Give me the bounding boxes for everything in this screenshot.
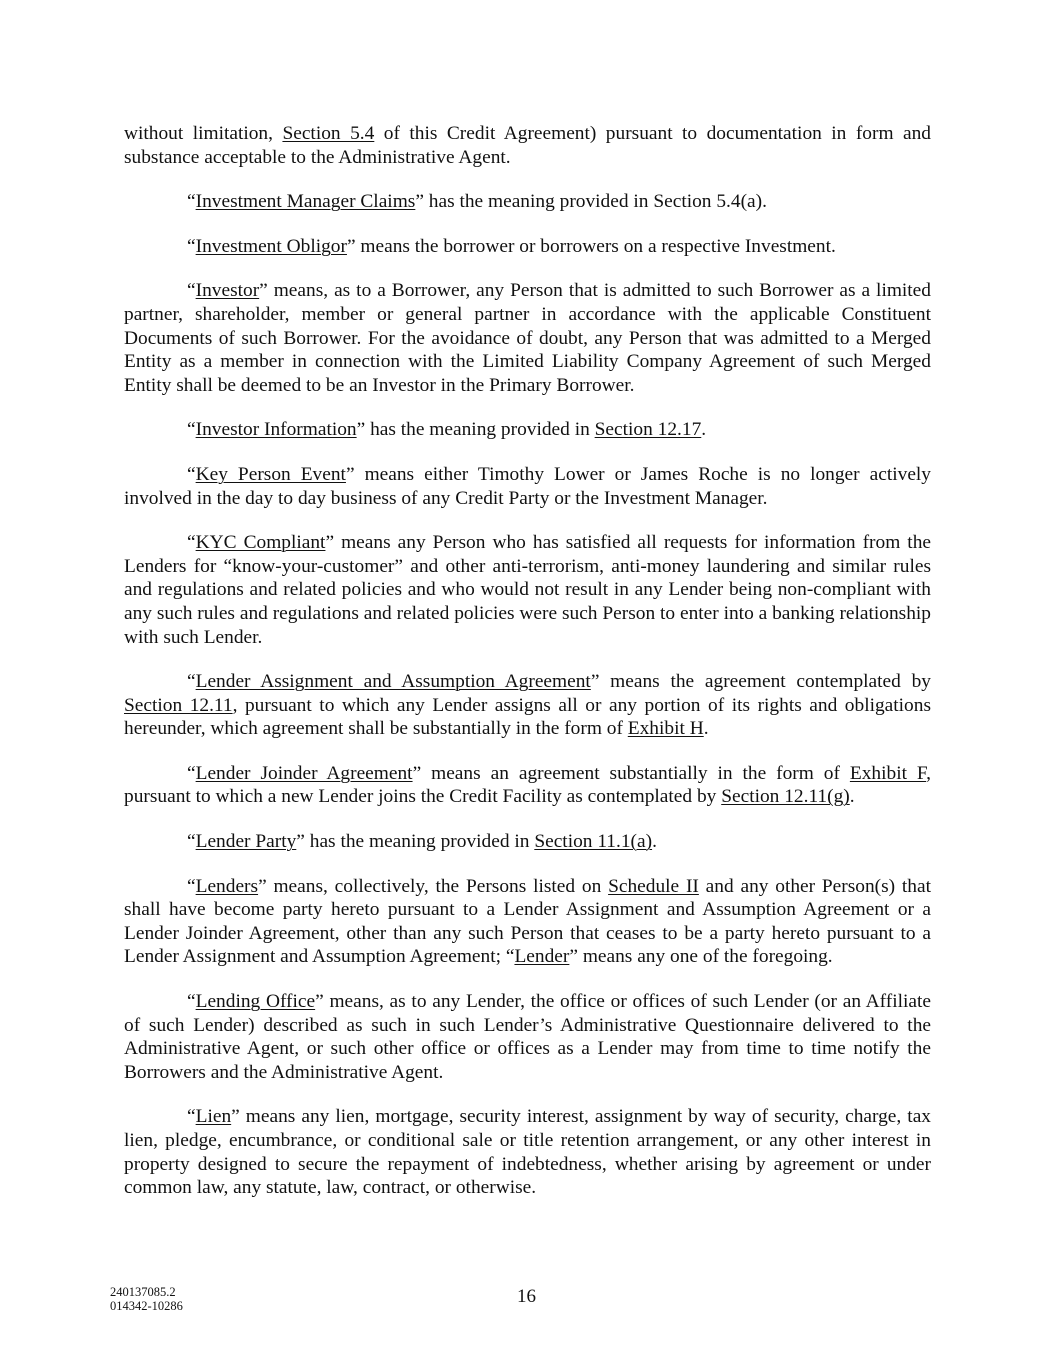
paragraph-text: ” means, collectively, the Persons listed on [258, 875, 609, 897]
paragraph-text: “ [187, 419, 196, 441]
paragraph-text: . [701, 419, 707, 441]
paragraph-text: ” means, as to a Borrower, any Person that is admitted to such Borrower as a limited partner, shareholder, member or general partner in accordance with the applicable Constituent Documents of such Borrower. For the avoidance of doubt, any Person that was admitted to a Merged Entity as a member in connection with the Limited Liability Company Agreement of such Merged Entity shall be deemed to be an Investor in the Primary Borrower. [124, 280, 931, 396]
paragraph-text: “ [187, 463, 196, 485]
paragraph-text: “ [187, 280, 196, 302]
defined-term: Investor [195, 280, 260, 302]
paragraph-text: . [849, 786, 855, 808]
defined-term: Lender Party [195, 831, 297, 853]
paragraph-text: ” means any one of the foregoing. [569, 946, 833, 968]
definition-paragraph [124, 463, 931, 510]
definition-paragraph [124, 762, 931, 809]
defined-term: Investor Information [195, 419, 357, 441]
paragraph-text: ” has the meaning provided in [356, 419, 595, 441]
definition-paragraph [124, 990, 931, 1084]
defined-term: Lender [514, 946, 570, 968]
definition-paragraph [124, 531, 931, 649]
footer-document-id [110, 1285, 183, 1313]
defined-term: Exhibit F [849, 762, 927, 784]
paragraph-text: , pursuant to which a new Lender joins the Credit Facility as contemplated by [124, 762, 931, 808]
paragraph-text: ” means the borrower or borrowers on a respective Investment. [346, 235, 836, 257]
defined-term: Section 5.4 [282, 123, 375, 144]
definition-paragraph [124, 190, 931, 214]
paragraph-text: ” means, as to any Lender, the office or offices of such Lender (or an Affiliate of such Lender) described as such in such Lender’s Administrative Questionnaire delivered to the Administrative Agent, or such other office or offices as a Lender may from time to time notify the Borrowers and the Administrative Agent. [124, 991, 931, 1083]
defined-term: Section 12.11(g) [721, 786, 850, 808]
defined-term: Schedule II [608, 875, 699, 897]
defined-term: Lender Assignment and Assumption Agreement [195, 671, 591, 693]
paragraph-text: ” means any Person who has satisfied all requests for information from the Lenders for “know-your-customer” and other anti-terrorism, anti-money laundering and similar rules and regulations and related policies and who would not result in any Lender being non-compliant with any such rules and regulations and related policies were such Person to enter into a banking relationship with such Lender. [124, 532, 931, 648]
paragraph-text: “ [187, 191, 196, 213]
paragraph-text: . [652, 831, 657, 853]
paragraph-text: without limitation, [124, 123, 283, 144]
paragraph-text: “ [187, 235, 196, 257]
defined-term: KYC Compliant [195, 532, 326, 554]
paragraph-text: ” has the meaning provided in [296, 831, 535, 853]
footer-doc-id-line1: 240137085.2 [110, 1285, 176, 1299]
definition-paragraph [124, 235, 931, 259]
defined-term: Investment Manager Claims [195, 191, 416, 213]
defined-term: Lender Joinder Agreement [195, 762, 413, 784]
paragraph-text: of this Credit Agreement) pursuant to documentation in form and substance acceptable to the Administrative Agent. [124, 123, 931, 168]
definition-paragraph [124, 670, 931, 741]
document-body [124, 122, 931, 1221]
paragraph-text: “ [187, 831, 196, 853]
paragraph-text: “ [187, 671, 196, 693]
defined-term: Lenders [195, 875, 259, 897]
paragraph-text: “ [187, 991, 196, 1013]
page-number: 16 [517, 1286, 536, 1307]
paragraph-text: “ [187, 1106, 196, 1128]
definition-paragraph [124, 875, 931, 969]
defined-term: Section 12.17 [594, 419, 702, 441]
paragraph-text: ” means any lien, mortgage, security interest, assignment by way of security, charge, tax lien, pledge, encumbrance, or conditional sale or title retention arrangement, or any other interest in property designed to secure the repayment of indebtedness, whether arising by agreement or under common law, any statute, law, contract, or otherwise. [124, 1106, 931, 1199]
footer-doc-id-line2: 014342-10286 [110, 1299, 183, 1313]
paragraph-text: ” means the agreement contemplated by [590, 671, 931, 693]
definition-paragraph [124, 122, 931, 169]
paragraph-text: “ [187, 532, 196, 554]
definition-paragraph [124, 830, 931, 854]
paragraph-text: ” means an agreement substantially in the form of [412, 762, 850, 784]
paragraph-text: “ [187, 875, 196, 897]
defined-term: Exhibit H [627, 718, 704, 740]
paragraph-text: ” has the meaning provided in Section 5.4(a). [415, 191, 767, 213]
paragraph-text: , pursuant to which any Lender assigns all or any portion of its rights and obligations hereunder, which agreement shall be substantially in the form of [124, 694, 931, 740]
defined-term: Section 12.11 [124, 694, 233, 716]
defined-term: Investment Obligor [195, 235, 347, 257]
defined-term: Key Person Event [195, 463, 346, 485]
paragraph-text: “ [187, 762, 196, 784]
definition-paragraph [124, 1105, 931, 1199]
paragraph-text: and any other Person(s) that shall have become party hereto pursuant to a Lender Assignment and Assumption Agreement or a Lender Joinder Agreement, other than any such Person that ceases to be a party hereto pursuant to a Lender Assignment and Assumption Agreement; “ [124, 875, 932, 968]
defined-term: Lien [195, 1106, 232, 1128]
paragraph-text: ” means either Timothy Lower or James Roche is no longer actively involved in the day to day business of any Credit Party or the Investment Manager. [124, 463, 932, 509]
paragraph-text: . [703, 718, 709, 740]
defined-term: Section 11.1(a) [534, 831, 653, 853]
definition-paragraph [124, 279, 931, 397]
defined-term: Lending Office [195, 991, 316, 1013]
definition-paragraph [124, 418, 931, 442]
